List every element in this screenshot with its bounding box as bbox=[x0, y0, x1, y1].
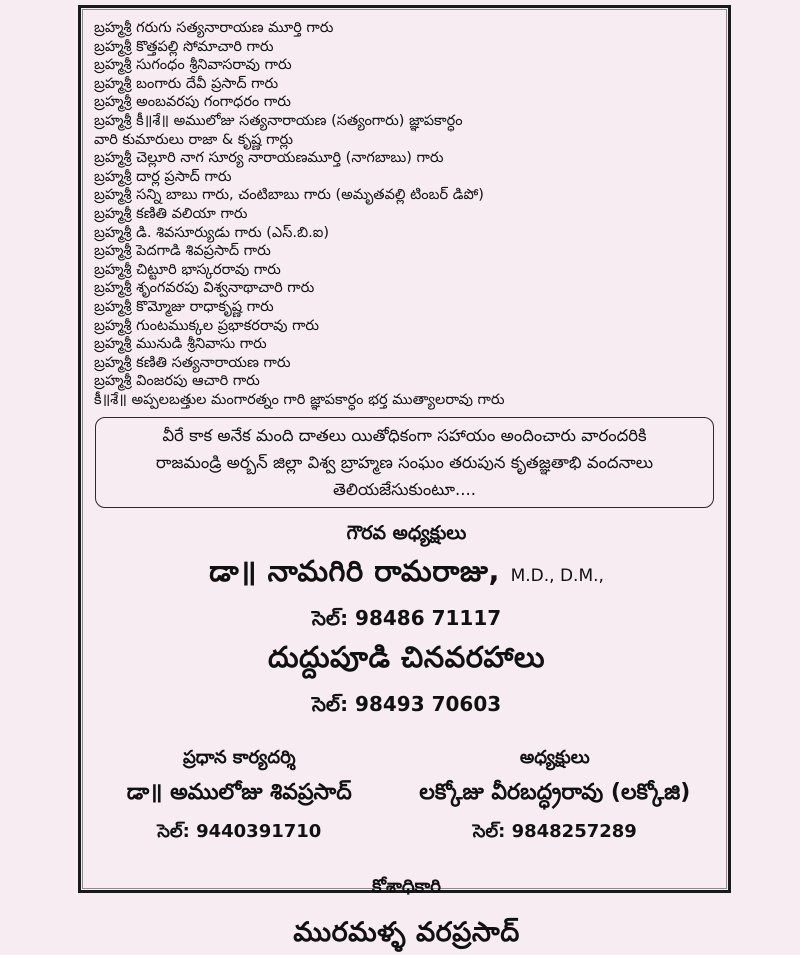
general-secretary-name: డా॥ అములోజు శివప్రసాద్ bbox=[126, 780, 352, 806]
donor-line: బ్రహ్మశ్రీ కణితి సత్యనారాయణ గారు bbox=[94, 354, 291, 371]
treasurer-title: కోశాధికారి bbox=[372, 876, 441, 898]
honorary-president-title: గౌరవ అధ్యక్షులు bbox=[346, 522, 467, 545]
note-line-1: వీరే కాక అనేక మంది దాతలు యితోధికంగా సహాయం అందించారు వారందరికి bbox=[162, 426, 647, 446]
general-secretary-title: ప్రధాన కార్యదర్శి bbox=[182, 747, 296, 769]
note-line-2: రాజమండ్రి అర్బన్ జిల్లా విశ్వ బ్రాహ్మణ సంఘం తరుపున కృతజ్ఞతాభి వందనాలు తెలియజేసుకుంటూ.... bbox=[155, 453, 654, 500]
donor-line: బ్రహ్మశ్రీ చిట్టూరి భాస్కరరావు గారు bbox=[94, 261, 281, 278]
document-outer-border bbox=[78, 5, 731, 949]
donor-line: బ్రహ్మశ్రీ చెల్లూరి నాగ సూర్య నారాయణమూర్తి (నాగబాబు) గారు bbox=[94, 150, 444, 167]
honorary-president-name-line bbox=[91, 554, 722, 596]
donor-line: బ్రహ్మశ్రీ వింజరపు ఆచారి గారు bbox=[94, 373, 260, 390]
president-phone: సెల్: 9848257289 bbox=[472, 821, 637, 843]
general-secretary-block bbox=[91, 747, 388, 846]
honorary-president-degrees: M.D., D.M., bbox=[510, 566, 604, 587]
donor-line: బ్రహ్మశ్రీ కీ॥శే॥ అములోజు సత్యనారాయణ (సత్యంగారు) జ్ఞాపకార్ధం bbox=[94, 112, 463, 129]
donor-line: బ్రహ్మశ్రీ డి. శివసూర్యుడు గారు (ఎస్.బి.ఐ) bbox=[94, 224, 329, 241]
donor-line: బ్రహ్మశ్రీ పెదగాడి శివప్రసాద్ గారు bbox=[94, 243, 271, 260]
honorary-president-name: డా॥ నామగిరి రామరాజు, bbox=[209, 554, 500, 589]
donor-line: బ్రహ్మశ్రీ దార్ల ప్రసాద్ గారు bbox=[94, 168, 232, 185]
document-inner-frame bbox=[82, 9, 727, 949]
donor-line: బ్రహ్మశ్రీ గుంటముక్కల ప్రభాకరరావు గారు bbox=[94, 317, 320, 334]
donor-line: బ్రహ్మశ్రీ మునుడి శ్రీనివాసు గారు bbox=[94, 336, 267, 353]
acknowledgement-note-box bbox=[95, 417, 714, 508]
donor-line: వారి కుమారులు రాజా & కృష్ణ గార్లు bbox=[94, 131, 294, 148]
donor-line: బ్రహ్మశ్రీ సన్ని బాబు గారు, చంటిబాబు గారు (అమృతవల్లి టింబర్ డిపో) bbox=[94, 187, 484, 204]
donor-line: కీ॥శే॥ అప్పలబత్తుల మంగారత్నం గారి జ్ఞాపకార్ధం భర్త ముత్యాలరావు గారు bbox=[94, 391, 505, 408]
donor-line: బ్రహ్మశ్రీ బంగారు దేవీ ప్రసాద్ గారు bbox=[94, 75, 279, 92]
president-name: లక్కోజు వీరబద్ధ్రరావు (లక్కోజి) bbox=[419, 780, 691, 806]
donor-line: బ్రహ్మశ్రీ కణితి వలియా గారు bbox=[94, 205, 248, 222]
donor-name-list bbox=[94, 19, 722, 409]
donor-line: బ్రహ్మశ్రీ గరుగు సత్యనారాయణ మూర్తి గారు bbox=[94, 20, 334, 36]
honorary-president-2-phone: సెల్: 98493 70603 bbox=[311, 692, 502, 717]
general-secretary-phone: సెల్: 9440391710 bbox=[157, 821, 322, 843]
honorary-president-2-name: దుద్దుపూడి చినవరహాలు bbox=[268, 640, 545, 675]
officials-two-columns bbox=[91, 747, 722, 846]
donor-line: బ్రహ్మశ్రీ కొత్తపల్లి సోమాచారి గారు bbox=[94, 38, 274, 55]
honorary-president-phone: సెల్: 98486 71117 bbox=[311, 606, 502, 631]
treasurer-name: మురమళ్ళ వరప్రసాద్ bbox=[293, 917, 520, 949]
donor-line: బ్రహ్మశ్రీ అంబవరపు గంగాధరం గారు bbox=[94, 94, 291, 111]
donor-line: బ్రహ్మశ్రీ కొమ్మోజు రాధాకృష్ణ గారు bbox=[94, 298, 274, 315]
president-block bbox=[388, 747, 722, 846]
president-title: అధ్యక్షులు bbox=[519, 747, 590, 769]
donor-line: బ్రహ్మశ్రీ సుగంధం శ్రీనివాసరావు గారు bbox=[94, 57, 292, 74]
donor-line: బ్రహ్మశ్రీ శృంగవరపు విశ్వనాథాచారి గారు bbox=[94, 280, 315, 297]
